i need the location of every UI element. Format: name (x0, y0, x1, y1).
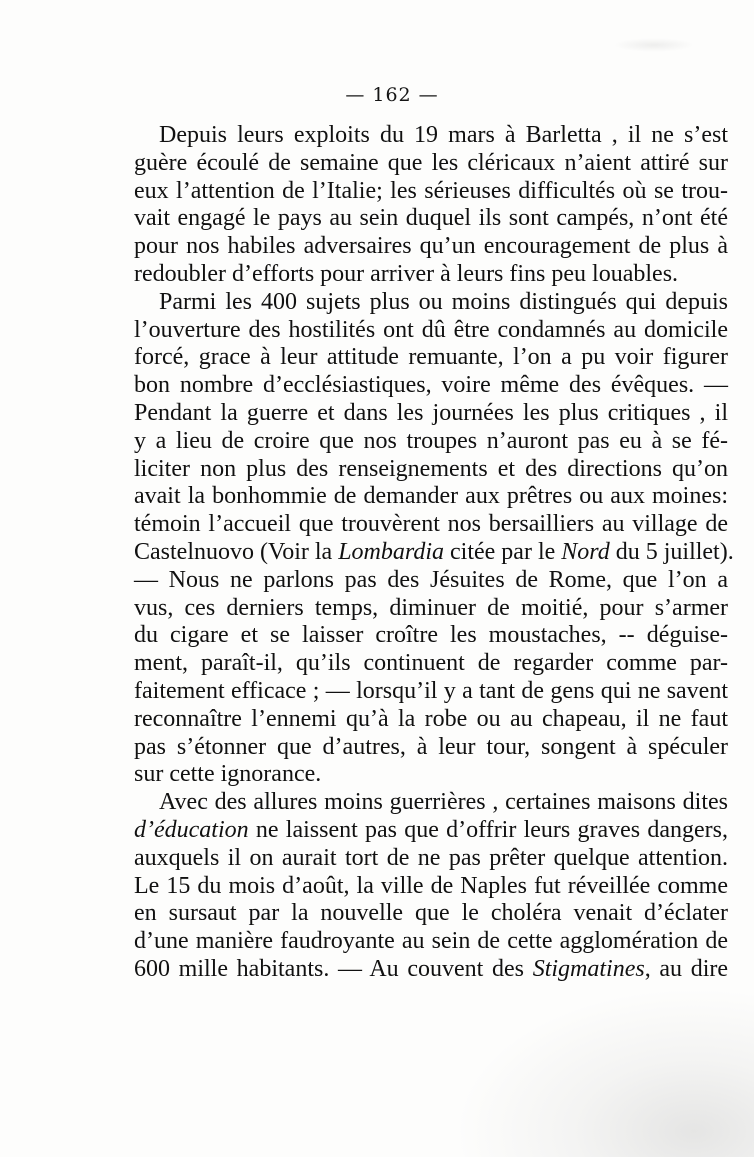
text-line: l’ouverture des hostilités ont dû être condamnés au domicile (134, 316, 728, 343)
text-run: 600 mille habitants. — Au couvent des (134, 955, 533, 982)
italic-text: Nord (561, 538, 610, 565)
text-line: Le 15 du mois d’août, la ville de Naples fut réveillée comme (134, 872, 728, 899)
italic-text: Stigmatines (532, 955, 645, 982)
text-run: , au dire (644, 955, 729, 982)
text-line: redoubler d’efforts pour arriver à leurs fins peu louables. (134, 260, 679, 287)
text-run: ne laissent pas que d’offrir leurs graves dangers, (248, 816, 728, 843)
text-line: Parmi les 400 sujets plus ou moins distingués qui depuis (159, 288, 728, 315)
text-run: citée par le (444, 538, 562, 565)
italic-text: Lombardia (338, 538, 444, 565)
text-line (134, 817, 728, 845)
text-line: reconnaître l’ennemi qu’à la robe ou au chapeau, il ne faut (134, 705, 728, 732)
body-text (134, 122, 734, 984)
text-line: Pendant la guerre et dans les journées les plus critiques , il (134, 399, 728, 426)
text-line: avait la bonhommie de demander aux prêtres ou aux moines: (134, 483, 728, 510)
text-line: — Nous ne parlons pas des Jésuites de Rome, que l’on a (134, 566, 728, 593)
text-line (134, 538, 734, 567)
text-line: vus, ces derniers temps, diminuer de moitié, pour s’armer (134, 594, 728, 621)
text-line: en sursaut par la nouvelle que le choléra venait d’éclater (134, 900, 728, 927)
text-line: forcé, grace à leur attitude remuante, l’on a pu voir figurer (134, 344, 728, 371)
text-run: du 5 juillet). (609, 538, 734, 565)
text-line (134, 956, 728, 984)
paper-stain (454, 987, 754, 1157)
text-line: y a lieu de croire que nos troupes n’auront pas eu à se fé- (134, 427, 728, 454)
text-line: pour nos habiles adversaires qu’un encouragement de plus à (134, 233, 728, 260)
text-run: Castelnuovo (Voir la (134, 538, 339, 565)
italic-text: d’éducation (134, 816, 249, 843)
text-line: bon nombre d’ecclésiastiques, voire même des évêques. — (134, 372, 728, 399)
text-line: auxquels il on aurait tort de ne pas prêter quelque attention. (134, 844, 728, 871)
text-line: guère écoulé de semaine que les cléricaux n’aient attiré sur (134, 149, 728, 176)
text-line: Depuis leurs exploits du 19 mars à Barletta , il ne s’est (159, 122, 728, 148)
text-line: du cigare et se laisser croître les moustaches, -- déguise- (134, 622, 728, 649)
text-line: d’une manière faudroyante au sein de cette agglomération de (134, 928, 728, 955)
page-number: — 162 — (345, 84, 439, 106)
text-line: eux l’attention de l’Italie; les sérieuses difficultés où se trou- (134, 177, 728, 204)
text-line: liciter non plus des renseignements et des directions qu’on (134, 455, 728, 482)
text-line: sur cette ignorance. (134, 761, 322, 788)
text-line: Avec des allures moins guerrières , certaines maisons dites (159, 789, 728, 816)
text-line: témoin l’accueil que trouvèrent nos bersailliers au village de (134, 511, 728, 538)
text-line: ment, paraît-il, qu’ils continuent de regarder comme par- (134, 650, 728, 677)
text-line: faitement efficace ; — lorsqu’il y a tant de gens qui ne savent (134, 677, 728, 704)
paper-stain (614, 38, 694, 52)
text-line: vait engagé le pays au sein duquel ils sont campés, n’ont été (134, 205, 728, 232)
text-line: pas s’étonner que d’autres, à leur tour, songent à spéculer (134, 733, 728, 760)
